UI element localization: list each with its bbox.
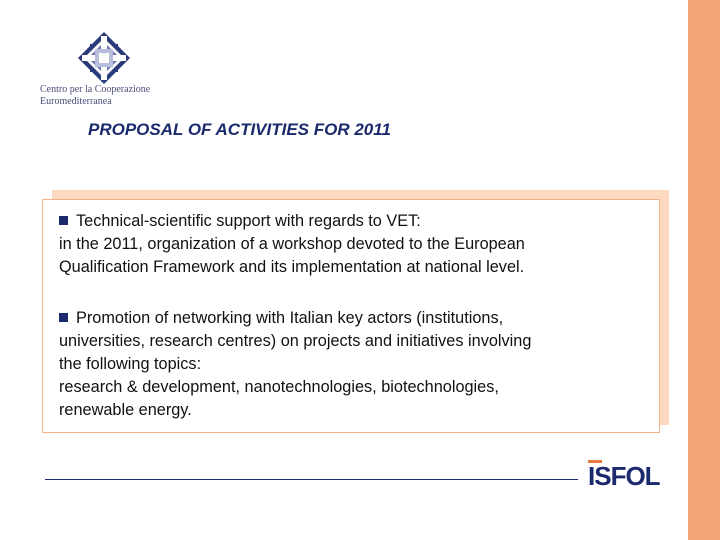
item-line: Technical-scientific support with regards to VET: <box>59 210 525 233</box>
logo-text-line2: Euromediterranea <box>40 96 112 107</box>
square-bullet-icon <box>59 216 68 225</box>
slide-title: PROPOSAL OF ACTIVITIES FOR 2011 <box>88 120 391 139</box>
item-line: universities, research centres) on projects and initiatives involving <box>59 332 532 350</box>
item-line: renewable energy. <box>59 401 192 419</box>
list-item <box>59 307 531 422</box>
diamond-lattice-logo-icon <box>40 30 190 86</box>
isfol-logo: ISFOL <box>588 461 660 491</box>
item-line: the following topics: <box>59 355 202 373</box>
square-bullet-icon <box>59 313 68 322</box>
logo <box>40 30 190 112</box>
item-line: research & development, nanotechnologies, biotechnologies, <box>59 378 499 396</box>
side-accent-bar <box>688 0 720 540</box>
item-line: in the 2011, organization of a workshop devoted to the European <box>59 235 525 253</box>
list-item <box>59 210 525 279</box>
content-box <box>42 199 660 433</box>
item-line: Qualification Framework and its implementation at national level. <box>59 258 525 276</box>
logo-text-line1: Centro per la Cooperazione <box>40 84 151 95</box>
footer-divider <box>45 479 578 480</box>
item-line: Promotion of networking with Italian key actors (institutions, <box>59 307 531 330</box>
